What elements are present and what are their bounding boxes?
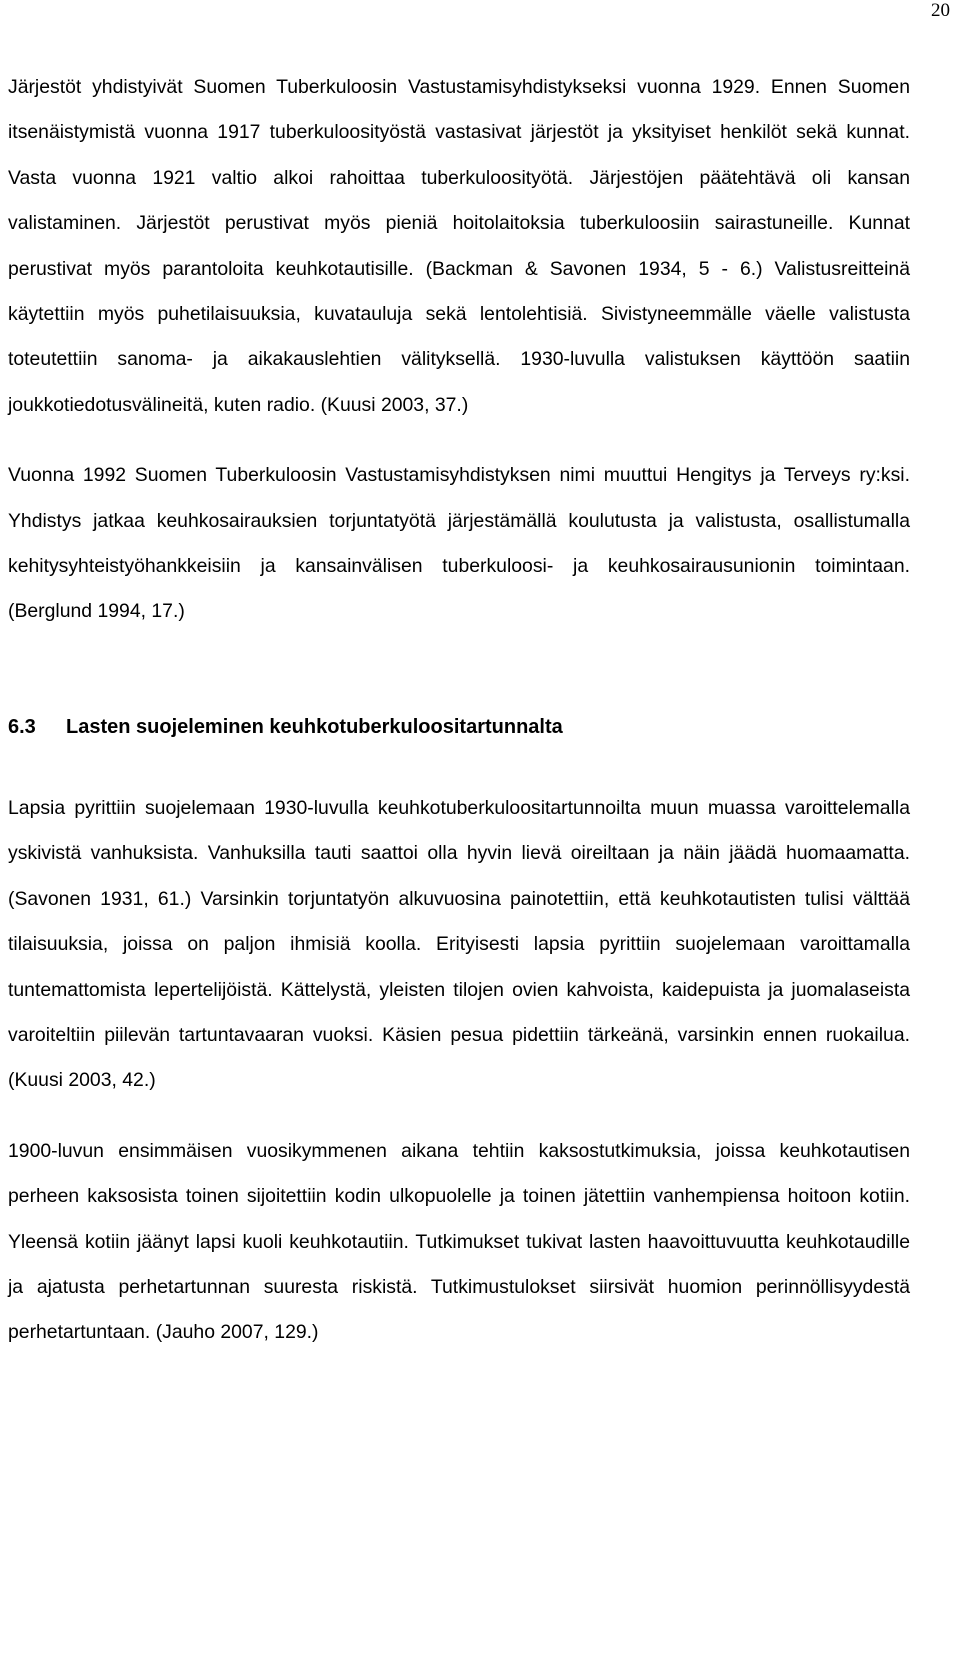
section-title: Lasten suojeleminen keuhkotuberkuloositartunnalta	[66, 715, 563, 738]
paragraph-protecting-children: Lapsia pyrittiin suojelemaan 1930-luvulla keuhkotuberkuloositartunnoilta muun muassa varoittelemalla yskivistä vanhuksista. Vanhuksilla tauti saattoi olla hyvin lievä oireiltaan ja näin jäädä huomaamatta. (Savonen 1931, 61.) Varsinkin torjuntatyön alkuvuosina painotettiin, että keuhkotautisten tulisi välttää tilaisuuksia, joissa on paljon ihmisiä koolla. Erityisesti lapsia pyrittiin suojelemaan varoittamalla tuntemattomista lepertelijöistä. Kättelystä, yleisten tilojen ovien kahvoista, kaidepuista ja juomalaseista varoiteltiin piilevän tartuntavaaran vuoksi. Käsien pesua pidettiin tärkeänä, varsinkin ennen ruokailua. (Kuusi 2003, 42.)	[8, 796, 910, 1092]
page-number: 20	[931, 0, 950, 21]
section-number: 6.3	[8, 715, 36, 738]
paragraph-tuberculosis-associations: Järjestöt yhdistyivät Suomen Tuberkuloosin Vastustamisyhdistykseksi vuonna 1929. Ennen Suomen itsenäistymistä vuonna 1917 tuberkuloosityöstä vastasivat järjestöt ja yksityiset henkilöt sekä kunnat. Vasta vuonna 1921 valtio alkoi rahoittaa tuberkuloosityötä. Järjestöjen päätehtävä oli kansan valistaminen. Järjestöt perustivat myös pieniä hoitolaitoksia tuberkuloosiin sairastuneille. Kunnat perustivat myös parantoloita keuhkotautisille. (Backman & Savonen 1934, 5 - 6.) Valistusreitteinä käytettiin myös puhetilaisuuksia, kuvatauluja sekä lentolehtisiä. Sivistyneemmälle väelle valistusta toteutettiin sanoma- ja aikakauslehtien välityksellä. 1930-luvulla valistuksen käyttöön saatiin joukkotiedotusvälineitä, kuten radio. (Kuusi 2003, 37.)	[8, 76, 910, 416]
document-body	[8, 65, 910, 1356]
paragraph-twin-studies: 1900-luvun ensimmäisen vuosikymmenen aikana tehtiin kaksostutkimuksia, joissa keuhkotautisen perheen kaksosista toinen sijoitettiin kodin ulkopuolelle ja toinen jätettiin vanhempiensa hoitoon kotiin. Yleensä kotiin jäänyt lapsi kuoli keuhkotautiin. Tutkimukset tukivat lasten haavoittuvuutta keuhkotaudille ja ajatusta perhetartunnan suuresta riskistä. Tutkimustulokset siirsivät huomion perinnöllisyydestä perhetartuntaan. (Jauho 2007, 129.)	[8, 1139, 910, 1344]
paragraph-hengitys-ja-terveys: Vuonna 1992 Suomen Tuberkuloosin Vastustamisyhdistyksen nimi muuttui Hengitys ja Terveys ry:ksi. Yhdistys jatkaa keuhkosairauksien torjuntatyötä järjestämällä koulutusta ja valistusta, osallistumalla kehitysyhteistyöhankkeisiin ja kansainvälisen tuberkuloosi- ja keuhkosairausunionin toimintaan. (Berglund 1994, 17.)	[8, 464, 910, 623]
section-heading	[8, 712, 910, 742]
